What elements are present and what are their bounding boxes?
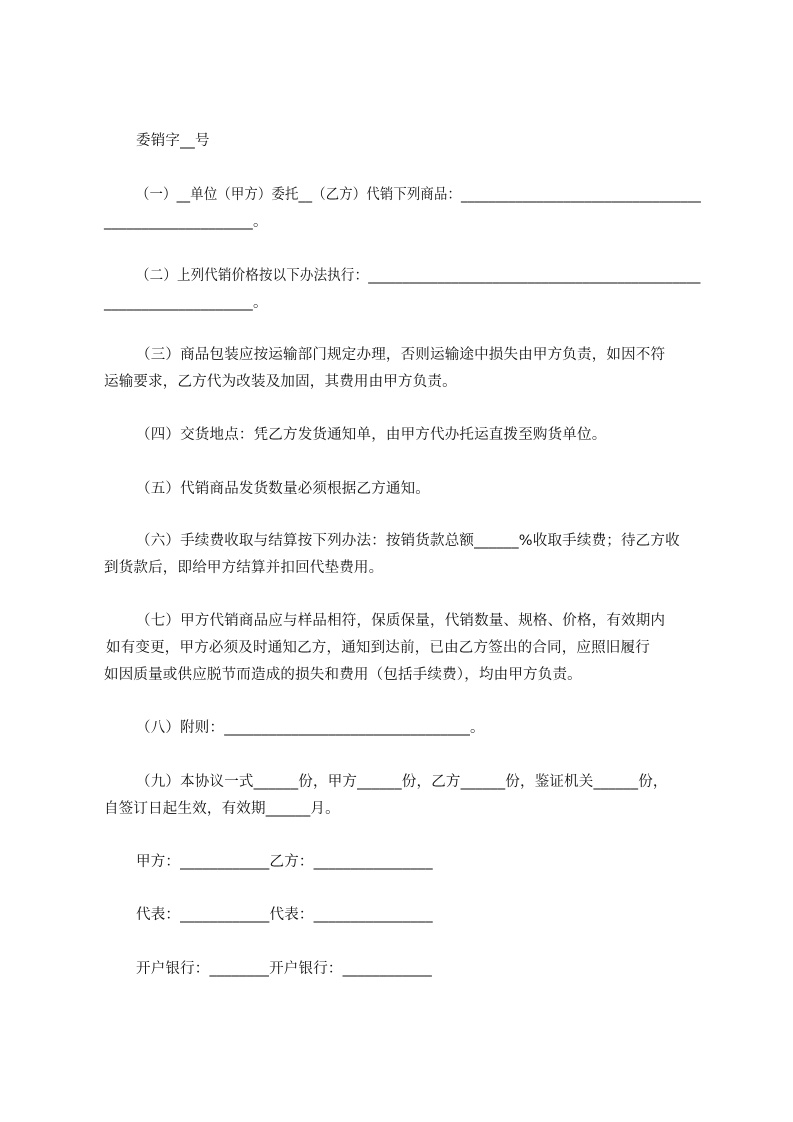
reference-number: 委销字__号 bbox=[136, 133, 210, 149]
clause-4: （四）交货地点：凭乙方发货通知单，由甲方代办托运直拨至购货单位。 bbox=[136, 427, 607, 443]
clause-2-line-1: （二）上列代销价格按以下办法执行：________________________________________________ bbox=[136, 268, 701, 284]
signature-bank-accounts: 开户银行：________开户银行：____________ bbox=[136, 961, 432, 977]
clause-2-line-2: ____________________。 bbox=[104, 295, 268, 311]
clause-6-line-2: 到货款后，即给甲方结算并扣回代垫费用。 bbox=[104, 560, 384, 576]
clause-5: （五）代销商品发货数量必须根据乙方通知。 bbox=[136, 481, 430, 497]
signature-parties: 甲方：____________乙方：________________ bbox=[136, 854, 433, 870]
clause-1-line-2: ____________________。 bbox=[104, 214, 268, 230]
clause-9-line-1: （九）本协议一式______份，甲方______份，乙方______份，鉴证机关______份， bbox=[136, 774, 668, 790]
clause-6-line-1: （六）手续费收取与结算按下列办法：按销货款总额______%收取手续费；待乙方收 bbox=[136, 533, 680, 549]
clause-7-line-3: 如因质量或供应脱节而造成的损失和费用（包括手续费），均由甲方负责。 bbox=[104, 667, 582, 683]
signature-representatives: 代表：____________代表：________________ bbox=[136, 907, 433, 923]
clause-3-line-2: 运输要求，乙方代为改装及加固，其费用由甲方负责。 bbox=[104, 374, 457, 390]
clause-8: （八）附则：_________________________________。 bbox=[136, 720, 485, 736]
clause-1-line-1: （一）__单位（甲方）委托__（乙方）代销下列商品：___________________________________ bbox=[136, 187, 701, 203]
clause-9-line-2: 自签订日起生效，有效期______月。 bbox=[104, 801, 340, 817]
clause-7-line-2: 如有变更，甲方必须及时通知乙方，通知到达前，已由乙方签出的合同，应照旧履行 bbox=[106, 640, 650, 656]
clause-3-line-1: （三）商品包装应按运输部门规定办理，否则运输途中损失由甲方负责，如因不符 bbox=[136, 347, 666, 363]
clause-7-line-1: （七）甲方代销商品应与样品相符，保质保量，代销数量、规格、价格，有效期内 bbox=[136, 613, 666, 629]
